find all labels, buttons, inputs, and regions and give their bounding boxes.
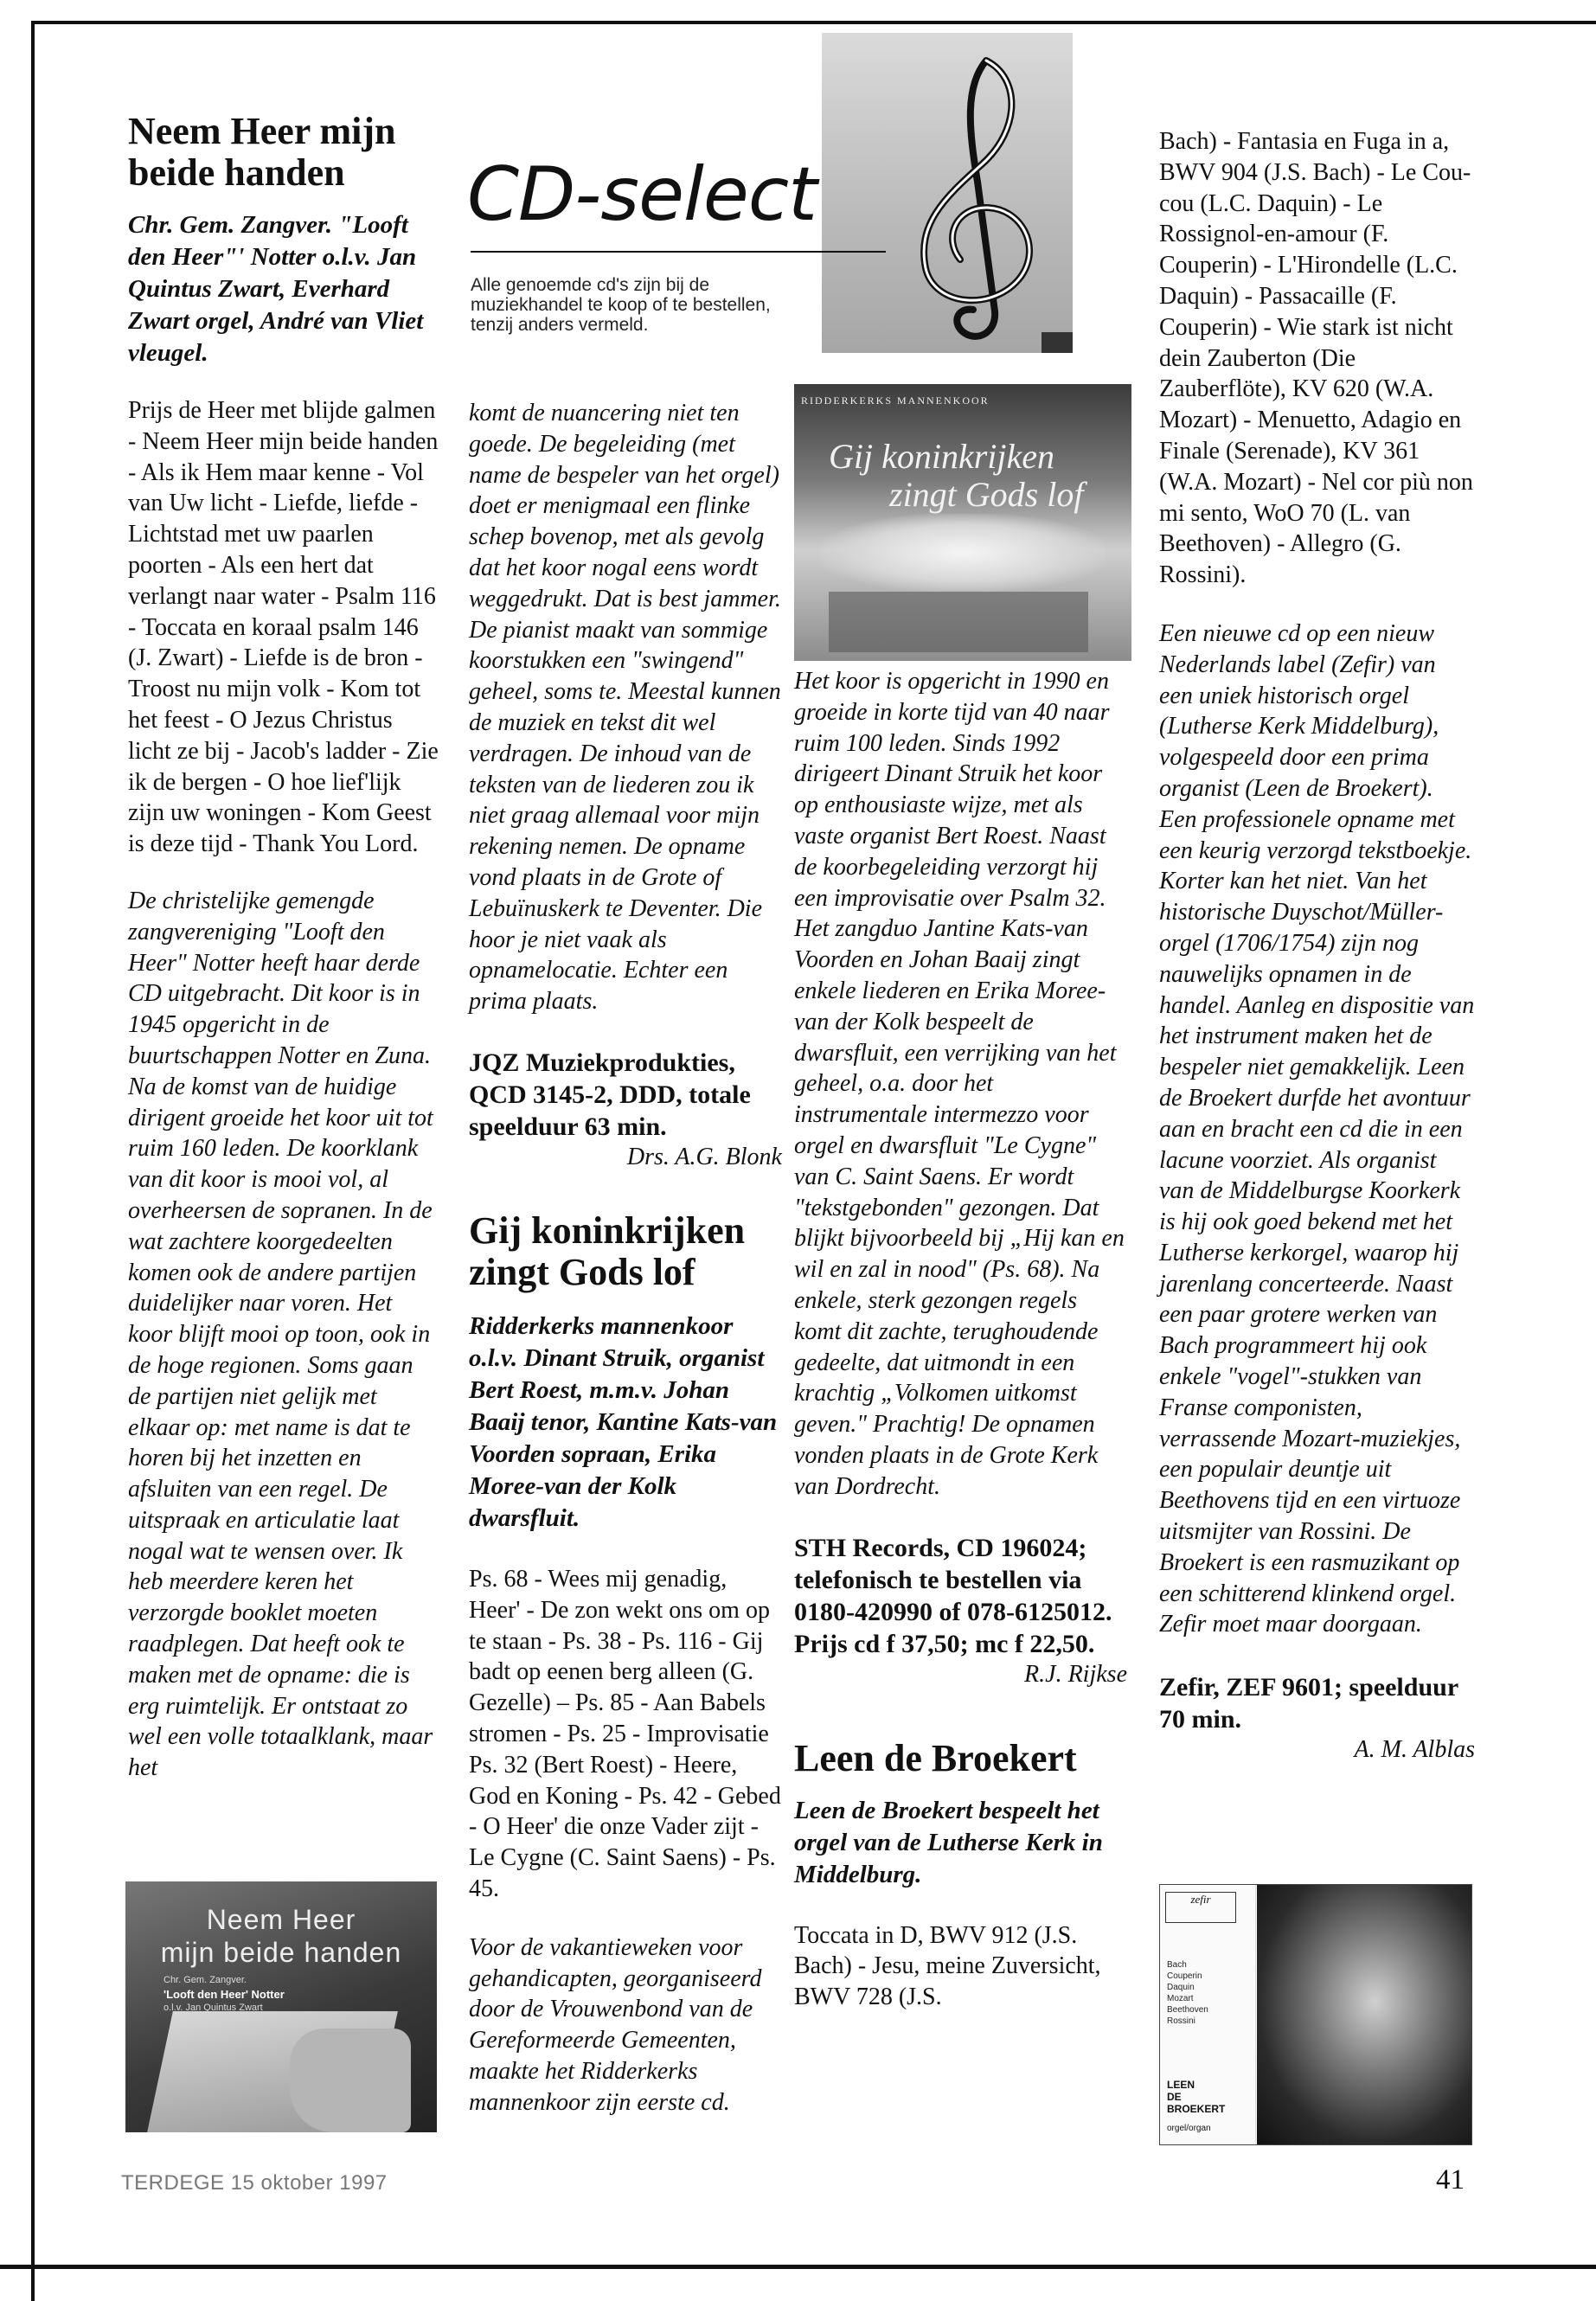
review1-cover-line-2: 'Looft den Heer' Notter bbox=[163, 1988, 285, 2001]
column-4 bbox=[1159, 126, 1475, 1765]
column-2 bbox=[469, 398, 782, 2118]
review1-review-part1: De christelijke gemengde zangvereniging "Looft den Heer" Notter heeft haar derde CD uitgebracht. Dit koor is in 1945 opgericht in de buurtschappen Notter en Zuna. Na de komst van de huidige dirigent groeide het koor uit tot ruim 160 leden. De koorklank van dit koor is mooi vol, al overheersen de sopranen. In de wat zachtere koorgedeelten komen ook de andere partijen duidelijker naar voren. Het koor blijft mooi op toon, ook in de hoge regionen. Soms gaan de partijen niet gelijk met elkaar op: met name is dat te horen bij het inzetten en afsluiten van een regel. De uitspraak en articulatie laat nogal wat te wensen over. Ik heb meerdere keren het verzorgde booklet moeten raadplegen. Dat heeft ook te maken met de opname: die is erg ruimtelijk. Er ontstaat zo wel een volle totaalklank, maar het bbox=[128, 887, 433, 1782]
column-3 bbox=[794, 666, 1127, 2013]
cover-composer-name: Couperin bbox=[1167, 1971, 1202, 1981]
cover-composer-name: Rossini bbox=[1167, 2016, 1195, 2026]
review1-title: Neem Heer mijn beide handen bbox=[128, 110, 396, 194]
review3-cd-cover bbox=[1159, 1884, 1472, 2145]
cover-organ-image bbox=[1257, 1885, 1471, 2144]
review3-cover-name-3: BROEKERT bbox=[1167, 2103, 1226, 2115]
cover-composer-name: Daquin bbox=[1167, 1983, 1195, 1992]
review1-column bbox=[128, 111, 441, 1784]
cover-composer-name: Bach bbox=[1167, 1960, 1187, 1970]
review2-review-part2: Het koor is opgericht in 1990 en groeide in korte tijd van 40 naar ruim 100 leden. Sinds 1992 dirigeert Dinant Struik het koor op enthousiaste wijze, met als vaste organist Bert Roest. Naast de koorbegeleiding verzorgt hij een improvisatie over Psalm 32. Het zangduo Jantine Kats-van Voorden en Johan Baaij zingt enkele liederen en Erika Moree-van der Kolk bespeelt de dwarsfluit, een verrijking van het geheel, o.a. door het instrumentale intermezzo voor orgel en dwarsfluit "Le Cygne" van C. Saint Saens. Er wordt "tekstgebonden" gezongen. Dat blijkt bijvoorbeeld bij „Hij kan en wil en zal in nood" (Ps. 68). Na enkele, sterk gezongen regels komt dit zachte, terughoudende gedeelte, dat uitmondt in een krachtig „Volkomen uitkomst geven." Prachtig! De opnamen vonden plaats in de Grote Kerk van Dordrecht. bbox=[794, 668, 1125, 1500]
section-title-rule bbox=[471, 251, 886, 253]
review3-cover-composers bbox=[1167, 1959, 1208, 2027]
review3-reviewer: A. M. Alblas bbox=[1354, 1736, 1475, 1764]
review3-title: Leen de Broekert bbox=[794, 1736, 1077, 1779]
page-number: 41 bbox=[1436, 2164, 1465, 2195]
frame-top-rule bbox=[31, 21, 1596, 24]
review3-cover-name-2: DE bbox=[1167, 2091, 1182, 2103]
cover-composer-name: Beethoven bbox=[1167, 2005, 1208, 2015]
review2-tracklist: Ps. 68 - Wees mij genadig, Heer' - De zon wekt ons om op te staan - Ps. 38 - Ps. 116 - Gij badt op eenen berg alleen (G. Gezelle) – Ps. 85 - Aan Babels stromen - Ps. 25 - Improvisatie Ps. 32 (Bert Roest) - Heere, God en Koning - Ps. 42 - Gebed - O Heer' die onze Vader zijt - Le Cygne (C. Saint Saens) - Ps. 45. bbox=[469, 1565, 781, 1902]
review1-tracklist: Prijs de Heer met blijde galmen - Neem Heer mijn beide handen - Als ik Hem maar kenne - Vol van Uw licht - Liefde, liefde - Lichtstad met uw paarlen poorten - Als een hert dat verlangt naar water - Psalm 116 - Toccata en koraal psalm 146 (J. Zwart) - Liefde is de bron - Troost nu mijn volk - Kom tot het feest - O Jezus Christus licht ze bij - Jacob's ladder - Zie ik de bergen - O hoe lief'lijk zijn uw woningen - Kom Geest is deze tijd - Thank You Lord. bbox=[128, 397, 439, 858]
treble-clef-icon bbox=[891, 52, 1055, 346]
cover-cloud-image bbox=[820, 514, 1106, 592]
section-note: Alle genoemde cd's zijn bij de muziekhandel te koop of te bestellen, tenzij anders vermeld. bbox=[471, 275, 771, 335]
footer-publication: TERDEGE 15 oktober 1997 bbox=[121, 2171, 388, 2195]
review1-cd-cover bbox=[125, 1881, 437, 2132]
cover-credits-band bbox=[829, 592, 1088, 652]
review1-cover-line-1: Chr. Gem. Zangver. bbox=[163, 1975, 247, 1985]
review1-credits: Chr. Gem. Zangver. "Looft den Heer"' Notter o.l.v. Jan Quintus Zwart, Everhard Zwart orgel, André van Vliet vleugel. bbox=[128, 211, 424, 367]
review1-label: JQZ Muziekprodukties, QCD 3145-2, DDD, totale speelduur 63 min. bbox=[469, 1048, 751, 1141]
review3-label: Zefir, ZEF 9601; speelduur 70 min. bbox=[1159, 1673, 1458, 1734]
review2-review-part1: Voor de vakantieweken voor gehandicapten, georganiseerd door de Vrouwenbond van de Gereformeerde Gemeenten, maakte het Ridderkerks mannenkoor zijn eerste cd. bbox=[469, 1933, 762, 2116]
review1-review-part2: komt de nuancering niet ten goede. De begeleiding (met name de bespeler van het orgel) doet er menigmaal een flinke schep bovenop, met als gevolg dat het koor nogal eens wordt weggedrukt. Dat is best jammer. De pianist maakt van sommige koorstukken een "swingend" geheel, soms te. Meestal kunnen de muziek en tekst dit wel verdragen. De inhoud van de teksten van de liederen zou ik niet graag allemaal voor mijn rekening nemen. De opname vond plaats in de Grote of Lebuïnuskerk te Deventer. Die hoor je niet vaak als opnamelocatie. Echter een prima plaats. bbox=[469, 400, 781, 1016]
section-title: CD-select bbox=[467, 151, 817, 238]
review3-tracklist-part1: Toccata in D, BWV 912 (J.S. Bach) - Jesu, meine Zuversicht, BWV 728 (J.S. bbox=[794, 1921, 1101, 2011]
review2-label: STH Records, CD 196024; telefonisch te bestellen via 0180-420990 of 078-6125012. Prijs cd f 37,50; mc f 22,50. bbox=[794, 1533, 1112, 1658]
cover-composer-name: Mozart bbox=[1167, 1994, 1194, 2003]
review3-cover-logo: zefir bbox=[1165, 1892, 1236, 1923]
review3-cover-subtitle: orgel/organ bbox=[1167, 2124, 1211, 2133]
review3-credits: Leen de Broekert bespeelt het orgel van de Lutherse Kerk in Middelburg. bbox=[794, 1796, 1103, 1888]
review2-reviewer: R.J. Rijkse bbox=[1024, 1660, 1127, 1688]
review1-cover-title-1: Neem Heer bbox=[206, 1904, 356, 1935]
review2-cover-header: RIDDERKERKS MANNENKOOR bbox=[801, 394, 990, 407]
review3-review: Een nieuwe cd op een nieuw Nederlands label (Zefir) van een uniek historisch orgel (Lutherse Kerk Middelburg), volgespeeld door een prima organist (Leen de Broekert). Een professionele opname met een keurig verzorgd tekstboekje. Korter kan het niet. Van het historische Duyschot/Müller-orgel (1706/1754) zijn nog nauwelijks opnamen in de handel. Aanleg en dispositie van het instrument maken het de bespeler niet gemakkelijk. Leen de Broekert durfde het avontuur aan en bracht een cd die in een lacune voorziet. Als organist van de Middelburgse Koorkerk is hij ook goed bekend met het Lutherse kerkorgel, waarop hij jarenlang concerteerde. Naast een paar grotere werken van Bach programmeert hij ook enkele "vogel"-stukken van Franse componisten, verrassende Mozart-muziekjes, een populair deuntje uit Beethovens tijd en een virtuoze uitsmijter van Rossini. De Broekert is een rasmuzikant op een schitterend klinkend orgel. Zefir moet maar doorgaan. bbox=[1159, 619, 1475, 1638]
cover-hands-image bbox=[290, 2029, 411, 2132]
review1-cover-line-3: o.l.v. Jan Quintus Zwart bbox=[163, 2003, 263, 2013]
review2-credits: Ridderkerks mannenkoor o.l.v. Dinant Struik, organist Bert Roest, m.m.v. Johan Baaij tenor, Kantine Kats-van Voorden sopraan, Erika Moree-van der Kolk dwarsfluit. bbox=[469, 1311, 778, 1532]
review3-cover-name-1: LEEN bbox=[1167, 2079, 1195, 2091]
review1-reviewer: Drs. A.G. Blonk bbox=[626, 1143, 782, 1170]
review1-cover-title-2: mijn beide handen bbox=[160, 1937, 402, 1968]
review3-tracklist-part2: Bach) - Fantasia en Fuga in a, BWV 904 (J.S. Bach) - Le Cou-cou (L.C. Daquin) - Le Rossignol-en-amour (F. Couperin) - L'Hirondelle (L.C. Daquin) - Passacaille (F. Couperin) - Wie stark ist nicht dein Zauberton (Die Zauberflöte), KV 620 (W.A. Mozart) - Menuetto, Adagio en Finale (Serenade), KV 361 (W.A. Mozart) - Nel cor più non mi sento, WoO 70 (L. van Beethoven) - Allegro (G. Rossini). bbox=[1159, 128, 1473, 589]
review2-title: Gij koninkrijken zingt Gods lof bbox=[469, 1208, 746, 1293]
frame-left-rule bbox=[31, 21, 35, 2301]
frame-bottom-rule bbox=[0, 2265, 1596, 2269]
review2-cd-cover bbox=[794, 384, 1131, 661]
review2-cover-title-2: zingt Gods lof bbox=[889, 475, 1084, 514]
review2-cover-title-1: Gij koninkrijken bbox=[829, 437, 1055, 476]
